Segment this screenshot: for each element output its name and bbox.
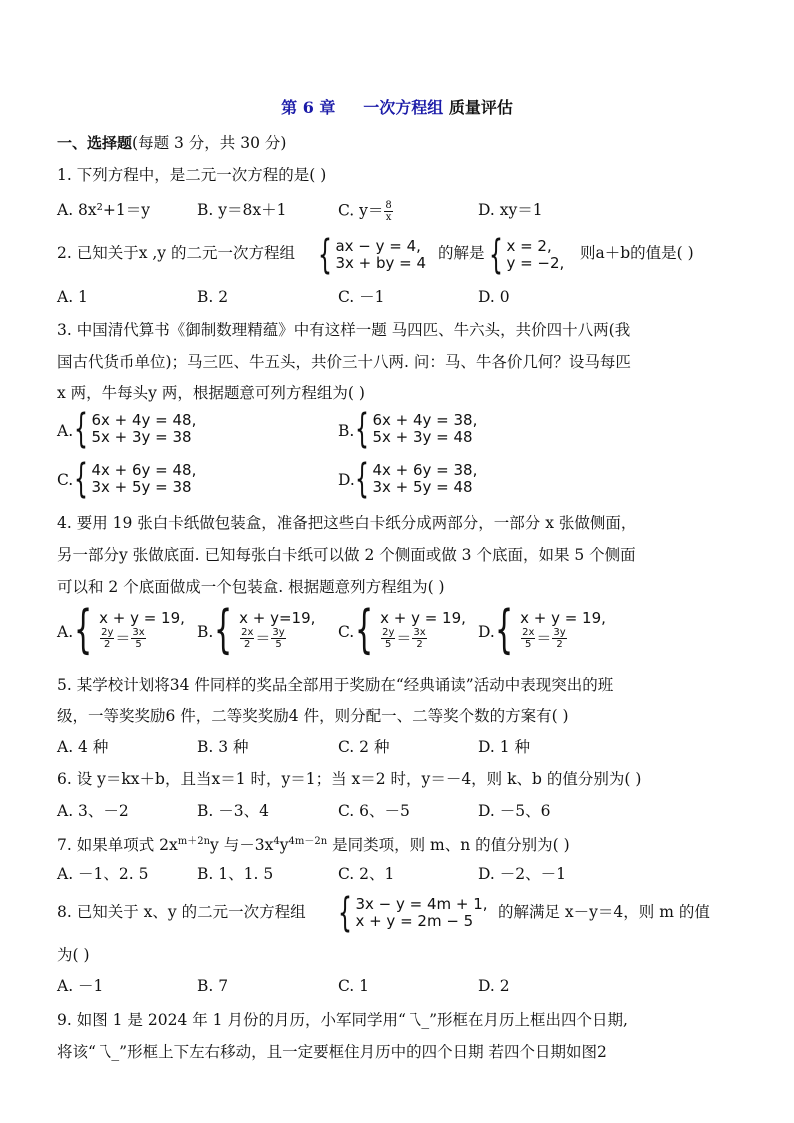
chapter-suffix: 质量评估 xyxy=(448,98,513,117)
section-label: 一、选择题 xyxy=(57,134,133,152)
q3-option-b-system: { 6x + 4y = 38, 5x + 3y = 48 xyxy=(355,406,478,452)
q5-option-b: B. 3 种 xyxy=(197,738,249,756)
q1-option-b: B. y＝8x＋1 xyxy=(197,201,287,219)
q2-option-a: A. 1 xyxy=(57,288,88,306)
q8-prefix: 8. 已知关于 x、y 的二元一次方程组 xyxy=(57,903,306,921)
q4-option-c-system: { x + y = 19, $\frac{2y}{5}$ ＝ $\frac{3x}{2}$ xyxy=(355,600,466,660)
q1-stem: 1. 下列方程中，是二元一次方程的是( ) xyxy=(57,166,327,184)
q3-option-d-system: { 4x + 6y = 38, 3x + 5y = 48 xyxy=(355,456,478,502)
page-title xyxy=(0,98,794,118)
q7-option-d: D. －2、－1 xyxy=(478,865,566,883)
q1-option-d: D. xy＝1 xyxy=(478,201,543,219)
q7-option-c: C. 2、1 xyxy=(338,865,395,883)
q5-line1: 5. 某学校计划将34 件同样的奖品全部用于奖励在“经典诵读”活动中表现突出的班 xyxy=(57,676,614,694)
q4-option-b-system: { x + y=19, $\frac{2x}{2}$ ＝ $\frac{3y}{5}$ xyxy=(214,600,316,660)
q5-option-a: A. 4 种 xyxy=(57,738,109,756)
q3-option-d-label: D. xyxy=(338,471,355,489)
q4-line3: 可以和 2 个底面做成一个包装盒. 根据题意列方程组为( ) xyxy=(57,578,445,596)
q3-option-a-label: A. xyxy=(57,422,74,440)
q3-option-b-label: B. xyxy=(338,422,355,440)
q4-line1: 4. 要用 19 张白卡纸做包装盒，准备把这些白卡纸分成两部分，一部分 x 张做侧面， xyxy=(57,514,637,532)
q2-solution: { x = 2, y = −2, xyxy=(489,232,565,278)
q8-option-d: D. 2 xyxy=(478,977,510,995)
q7-option-a: A. －1、2. 5 xyxy=(57,865,149,883)
q9-line2: 将该“乁_”形框上下左右移动，且一定要框住月历中的四个日期 若四个日期如图2 xyxy=(57,1043,607,1061)
q6-option-a: A. 3、－2 xyxy=(57,802,129,820)
q2-suffix: 则a＋b的值是( ) xyxy=(580,244,694,262)
q2-option-c: C. －1 xyxy=(338,288,385,306)
q2-option-b: B. 2 xyxy=(197,288,229,306)
q2-system: { ax − y = 4, 3x + by = 4 xyxy=(318,232,427,278)
q1-option-c-fraction: $\frac{8}{x}$ xyxy=(385,200,392,223)
section-header xyxy=(57,133,286,153)
q8-option-a: A. －1 xyxy=(57,977,104,995)
q8-system: { 3x − y = 4m + 1, x + y = 2m − 5 xyxy=(338,890,488,936)
q7-option-b: B. 1、1. 5 xyxy=(197,865,274,883)
q5-line2: 级，一等奖奖励6 件，二等奖奖励4 件，则分配一、二等奖个数的方案有( ) xyxy=(57,707,569,725)
q4-option-b-label: B. xyxy=(197,623,214,641)
chapter-topic: 一次方程组 xyxy=(363,98,444,117)
q3-line1: 3. 中国清代算书《御制数理精蕴》中有这样一题 马四匹、牛六头，共价四十八两(我 xyxy=(57,321,631,339)
q8-option-c: C. 1 xyxy=(338,977,370,995)
q3-line2: 国古代货币单位)；马三匹、牛五头，共价三十八两. 问：马、牛各价几何？设马每匹 xyxy=(57,353,631,371)
q1-option-c xyxy=(338,200,394,223)
q6-option-b: B. －3、4 xyxy=(197,802,269,820)
q1-option-c-prefix: C. y＝ xyxy=(338,201,384,220)
q2-option-d: D. 0 xyxy=(478,288,510,306)
q4-option-d-system: { x + y = 19, $\frac{2x}{5}$ ＝ $\frac{3y}{2}$ xyxy=(495,600,606,660)
q8-line2: 为( ) xyxy=(57,946,90,964)
q3-option-c-label: C. xyxy=(57,471,74,489)
q6-option-d: D. －5、6 xyxy=(478,802,551,820)
section-note: (每题 3 分，共 30 分) xyxy=(132,134,287,152)
q4-line2: 另一部分y 张做底面. 已知每张白卡纸可以做 2 个侧面或做 3 个底面，如果 5 个侧面 xyxy=(57,546,636,564)
q8-suffix: 的解满足 x－y＝4，则 m 的值 xyxy=(498,903,710,921)
q3-option-c-system: { 4x + 6y = 48, 3x + 5y = 38 xyxy=(74,456,197,502)
q5-option-c: C. 2 种 xyxy=(338,738,390,756)
q6-stem: 6. 设 y＝kx＋b，且当x＝1 时，y＝1；当 x＝2 时，y＝－4，则 k、b 的值分别为( ) xyxy=(57,770,642,788)
q9-line1: 9. 如图 1 是 2024 年 1 月份的月历，小军同学用“乁_”形框在月历上框出四个日期, xyxy=(57,1011,628,1029)
q6-option-c: C. 6、－5 xyxy=(338,802,410,820)
q4-option-c-label: C. xyxy=(338,623,355,641)
q2-mid: 的解是 xyxy=(438,244,485,262)
q7-stem: 7. 如果单项式 $2x^{m+2n}y$ 与$-3x^4y^{4m-2n}$ 是同类项，则 m、n 的值分别为( ) xyxy=(57,836,570,855)
q3-line3: x 两，牛每头y 两，根据题意可列方程组为( ) xyxy=(57,384,365,402)
q8-option-b: B. 7 xyxy=(197,977,229,995)
q1-option-a: A. 8x²+1＝y xyxy=(57,201,150,219)
q2-prefix: 2. 已知关于x ,y 的二元一次方程组 xyxy=(57,244,295,262)
chapter-label: 第 6 章 xyxy=(281,98,336,117)
q4-option-a-system: { x + y = 19, $\frac{2y}{2}$ ＝ $\frac{3x}{5}$ xyxy=(74,600,185,660)
q4-option-d-label: D. xyxy=(478,623,495,641)
q3-option-a-system: { 6x + 4y = 48, 5x + 3y = 38 xyxy=(74,406,197,452)
q4-option-a-label: A. xyxy=(57,623,74,641)
q5-option-d: D. 1 种 xyxy=(478,738,531,756)
